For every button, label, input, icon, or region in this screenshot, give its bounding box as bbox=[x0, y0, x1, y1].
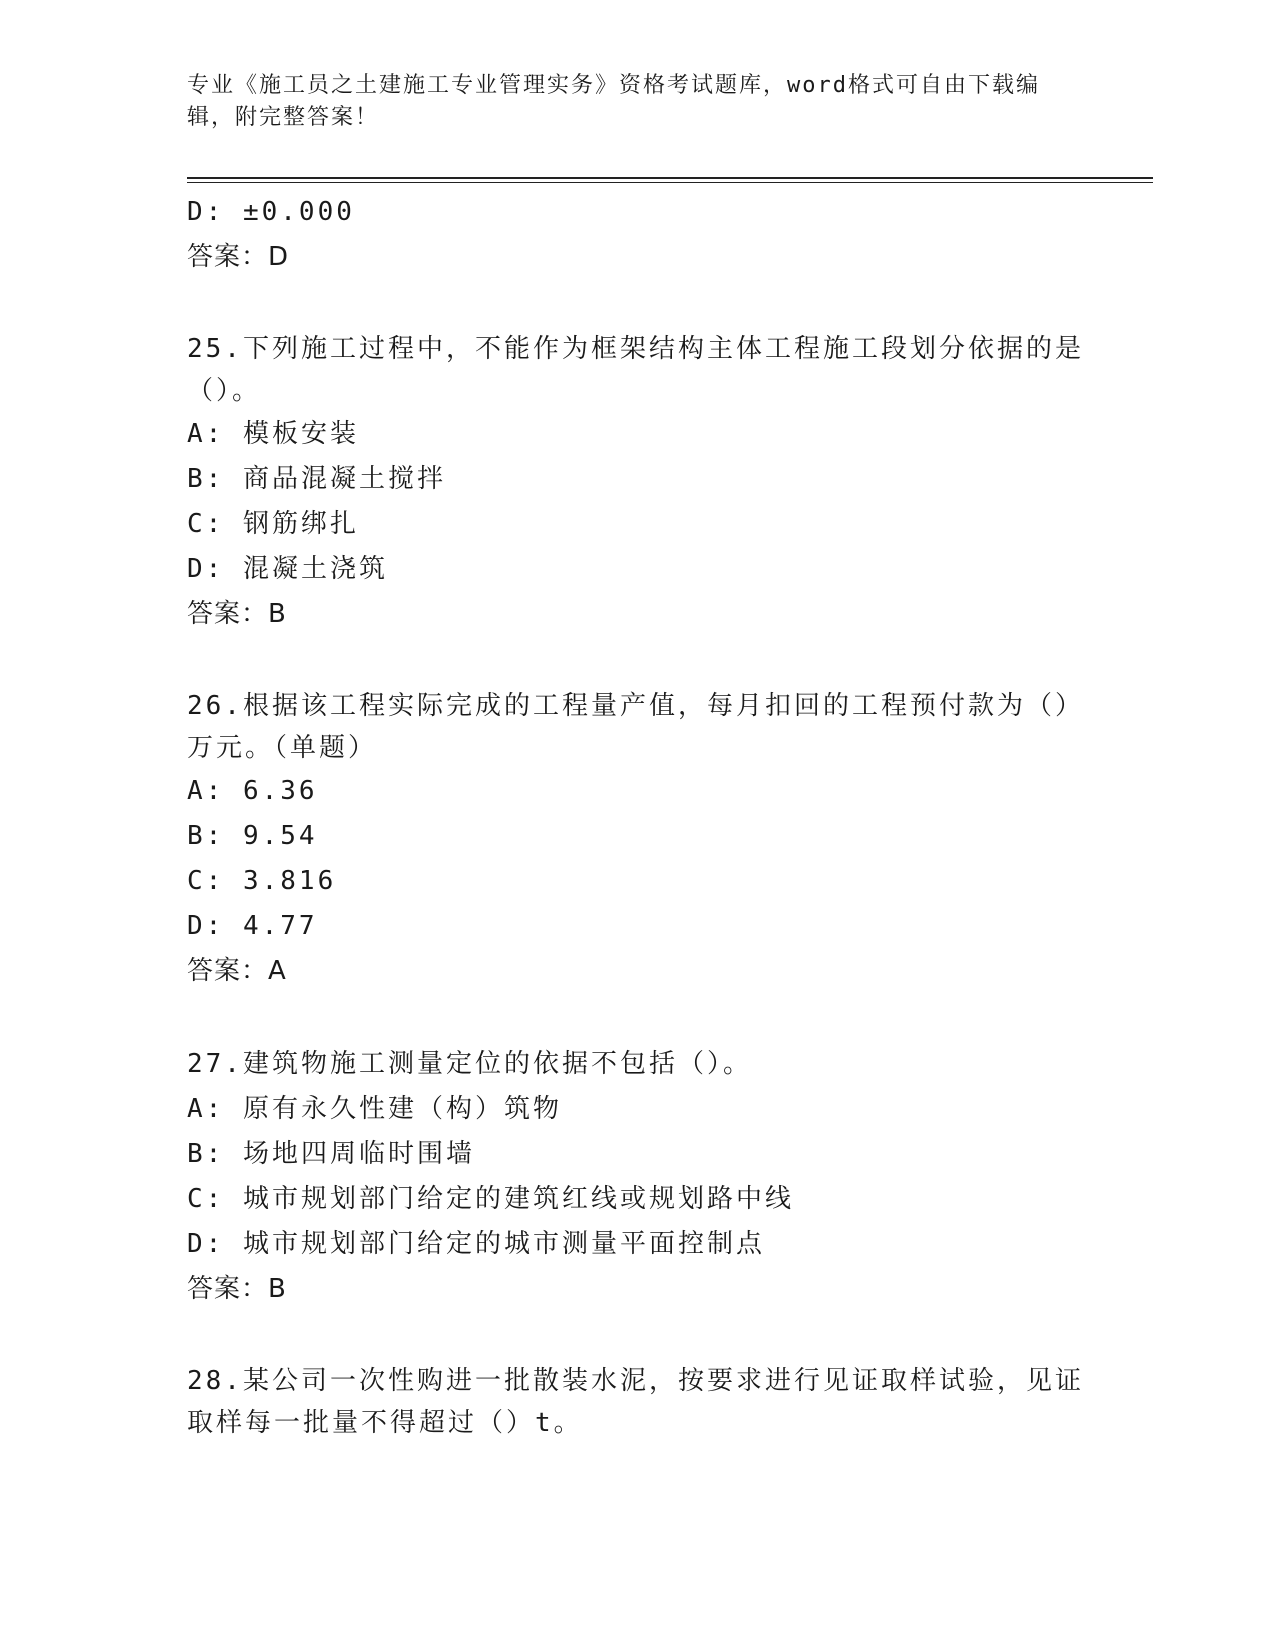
option-d: D: 4.77 bbox=[187, 911, 318, 941]
option-b: B: 商品混凝土搅拌 bbox=[187, 464, 446, 494]
header-divider-thin bbox=[187, 182, 1153, 183]
option-a: A: 原有永久性建（构）筑物 bbox=[187, 1094, 562, 1124]
question-28 bbox=[187, 1360, 1087, 1444]
spacer bbox=[187, 1312, 1087, 1360]
spacer bbox=[187, 994, 1087, 1042]
option-b: B: 9.54 bbox=[187, 821, 318, 851]
answer-label: 答案：D bbox=[187, 242, 290, 272]
header-line-2: 辑，附完整答案！ bbox=[187, 105, 380, 130]
option-a: A: 模板安装 bbox=[187, 419, 359, 449]
option-d: D: ±0.000 bbox=[187, 197, 355, 227]
option-c: C: 城市规划部门给定的建筑红线或规划路中线 bbox=[187, 1184, 794, 1214]
question-25 bbox=[187, 328, 1087, 637]
spacer bbox=[187, 637, 1087, 685]
header-divider-thick bbox=[187, 177, 1153, 179]
question-text-cont: 取样每一批量不得超过（）t。 bbox=[187, 1408, 583, 1438]
question-list bbox=[187, 190, 1087, 1444]
option-d: D: 城市规划部门给定的城市测量平面控制点 bbox=[187, 1229, 765, 1259]
question-text-cont: 万元。（单题） bbox=[187, 733, 378, 763]
header-line-1: 专业《施工员之土建施工专业管理实务》资格考试题库，word格式可自由下载编 bbox=[187, 73, 1040, 98]
question-26 bbox=[187, 685, 1087, 994]
question-text: 27.建筑物施工测量定位的依据不包括（）。 bbox=[187, 1049, 752, 1079]
spacer bbox=[187, 280, 1087, 328]
option-c: C: 钢筋绑扎 bbox=[187, 509, 359, 539]
answer-label: 答案：A bbox=[187, 956, 287, 986]
question-text: 25.下列施工过程中，不能作为框架结构主体工程施工段划分依据的是 bbox=[187, 334, 1084, 364]
answer-label: 答案：B bbox=[187, 599, 287, 629]
question-27 bbox=[187, 1042, 1087, 1312]
document-header bbox=[187, 70, 1067, 134]
option-a: A: 6.36 bbox=[187, 776, 318, 806]
option-b: B: 场地四周临时围墙 bbox=[187, 1139, 475, 1169]
answer-label: 答案：B bbox=[187, 1274, 287, 1304]
question-text: 28.某公司一次性购进一批散装水泥，按要求进行见证取样试验，见证 bbox=[187, 1366, 1084, 1396]
option-d: D: 混凝土浇筑 bbox=[187, 554, 388, 584]
option-c: C: 3.816 bbox=[187, 866, 337, 896]
question-text: 26.根据该工程实际完成的工程量产值，每月扣回的工程预付款为（） bbox=[187, 691, 1084, 721]
question-text-cont: （）。 bbox=[187, 376, 262, 406]
